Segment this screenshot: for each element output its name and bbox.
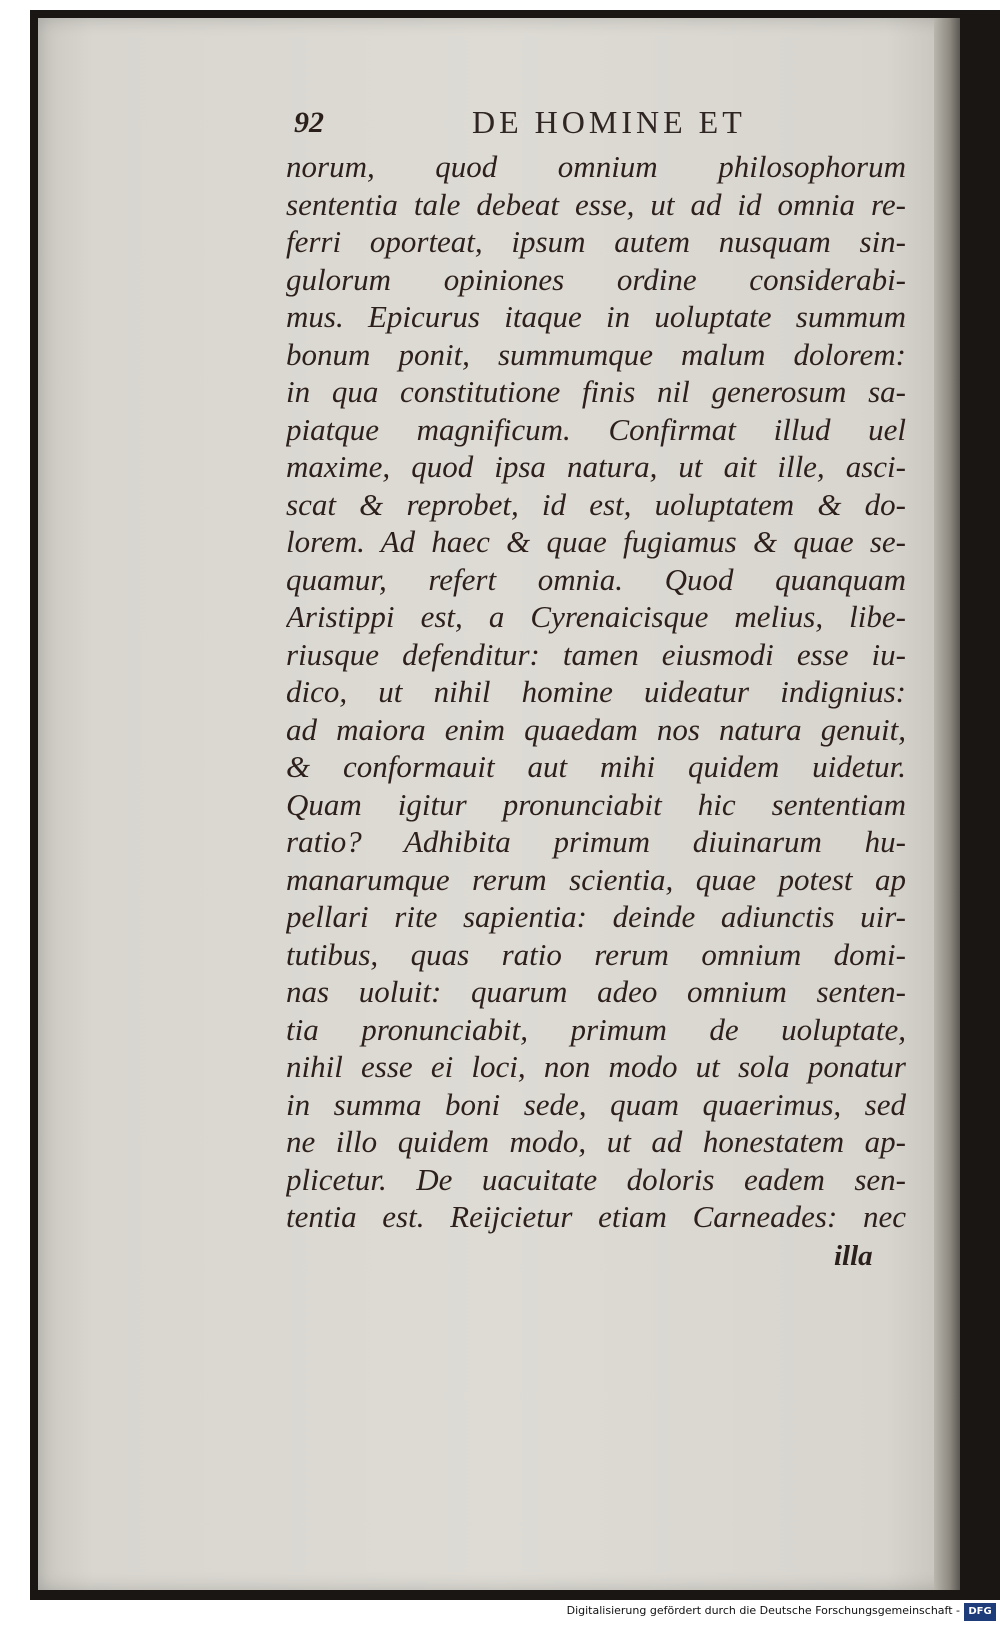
text-line: plicetur. De uacuitate doloris eadem sen-: [286, 1161, 906, 1197]
funding-note: Digitalisierung gefördert durch die Deutsche Forschungsgemeinschaft -: [566, 1604, 960, 1617]
text-line: ratio? Adhibita primum diuinarum hu-: [286, 824, 906, 859]
catchword: illa: [834, 1240, 873, 1272]
text-line: sententia tale debeat esse, ut ad id omnia re-: [286, 186, 906, 222]
running-title: DE HOMINE ET: [472, 104, 746, 140]
text-line: tia pronunciabit, primum de uoluptate,: [286, 1011, 906, 1047]
text-line: Quam igitur pronunciabit hic sententiam: [286, 786, 906, 822]
text-line: in qua constitutione finis nil generosum sa-: [286, 374, 906, 409]
text-line: nas uoluit: quarum adeo omnium senten-: [286, 974, 906, 1009]
running-head: [294, 104, 780, 144]
text-line: riusque defenditur: tamen eiusmodi esse iu-: [286, 636, 906, 672]
text-line: ne illo quidem modo, ut ad honestatem ap-: [286, 1124, 906, 1159]
text-line: dico, ut nihil homine uideatur indignius:: [286, 674, 906, 709]
text-line: tutibus, quas ratio rerum omnium domi-: [286, 936, 906, 972]
text-line: in summa boni sede, quam quaerimus, sed: [286, 1086, 906, 1122]
text-line: manarumque rerum scientia, quae potest ap: [286, 861, 906, 897]
text-line: pellari rite sapientia: deinde adiunctis uir-: [286, 899, 906, 934]
dfg-logo: DFG: [964, 1603, 996, 1621]
text-line: maxime, quod ipsa natura, ut ait ille, asci-: [286, 449, 906, 484]
body-text: [286, 148, 906, 1236]
text-line: Aristippi est, a Cyrenaicisque melius, libe-: [286, 599, 906, 634]
text-line: nihil esse ei loci, non modo ut sola ponatur: [286, 1049, 906, 1084]
text-line: mus. Epicurus itaque in uoluptate summum: [286, 299, 906, 334]
text-line: lorem. Ad haec & quae fugiamus & quae se-: [286, 524, 906, 559]
text-line: scat & reprobet, id est, uoluptatem & do-: [286, 486, 906, 522]
text-line: bonum ponit, summumque malum dolorem:: [286, 336, 906, 372]
text-line: ferri oporteat, ipsum autem nusquam sin-: [286, 224, 906, 259]
page-edge: [934, 18, 960, 1590]
text-line: piatque magnificum. Confirmat illud uel: [286, 411, 906, 447]
text-line: quamur, refert omnia. Quod quanquam: [286, 561, 906, 597]
page-number: 92: [294, 106, 324, 139]
footer-bar: [0, 1600, 1000, 1626]
text-line: tentia est. Reijcietur etiam Carneades: nec: [286, 1199, 906, 1234]
text-line: gulorum opiniones ordine considerabi-: [286, 261, 906, 297]
text-line: norum, quod omnium philosophorum: [286, 149, 906, 184]
text-line: & conformauit aut mihi quidem uidetur.: [286, 749, 906, 784]
text-line: ad maiora enim quaedam nos natura genuit,: [286, 711, 906, 747]
